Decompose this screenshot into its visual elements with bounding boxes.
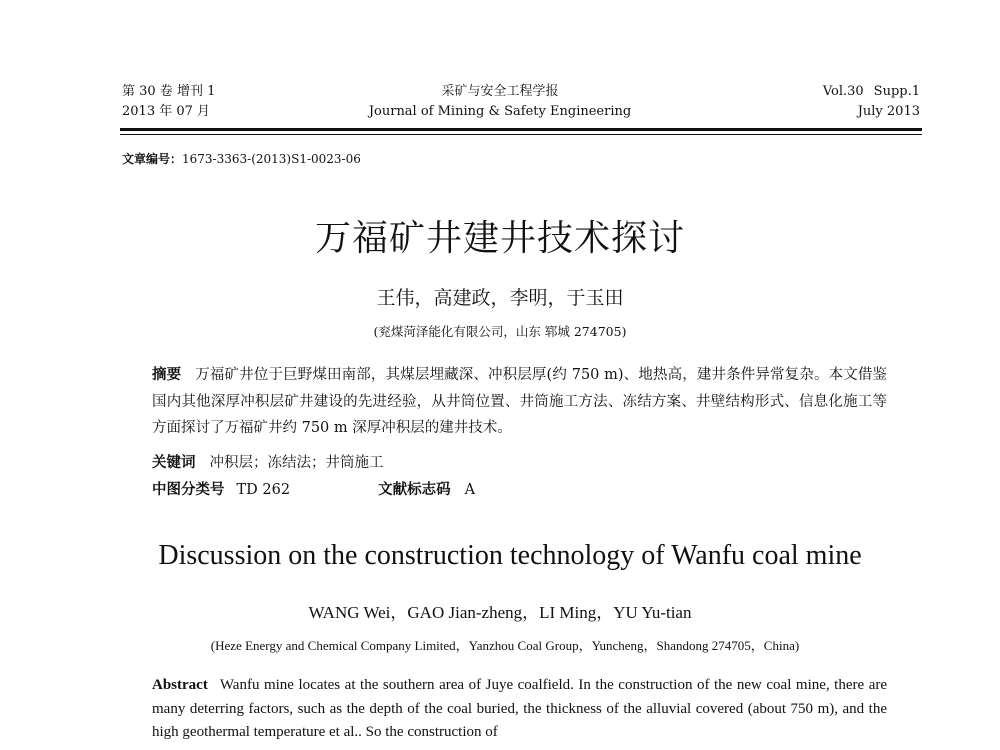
doc-code-label: 文献标志码 [378,481,451,498]
issue-date-en: July 2013 [857,104,920,119]
keywords-cn-text: 冲积层；冻结法；井筒施工 [209,455,384,471]
keywords-cn [152,451,384,472]
authors-en: WANG Wei，GAO Jian-zheng，LI Ming，YU Yu-tian [308,603,692,622]
keywords-cn-label: 关键词 [152,454,196,471]
title-en: Discussion on the construction technology of Wanfu coal mine [158,540,862,571]
affiliation-en: (Heze Energy and Chemical Company Limited，Yanzhou Coal Group，Yuncheng，Shandong 274705，China) [210,638,800,653]
title-cn: 万福矿井建井技术探讨 [314,218,685,259]
abstract-en [152,674,887,745]
journal-name [330,82,670,122]
clc-label: 中图分类号 [152,481,225,498]
journal-name-en: Journal of Mining & Safety Engineering [368,104,632,119]
journal-volume-info-en [823,82,920,122]
header-rule-thin [120,134,922,135]
abstract-cn [152,362,887,442]
classification-line [152,478,887,499]
article-number-label: 文章编号： [122,152,183,166]
header-rule-thick [120,128,922,131]
abstract-en-text: Wanfu mine locates at the southern area of Juye coalfield. In the construction of the new coal mine, there are many deterring factors, such as the depth of the coal buried, the thickness of the alluvial covered (about 750 m), and the high geothermal temperature et al.. So the construction of [152,677,887,740]
volume-issue: 第 30 卷 增刊 1 [122,84,216,99]
abstract-cn-label: 摘要 [152,366,182,383]
journal-volume-info [122,82,215,122]
supplement-en: Supp.1 [873,84,920,99]
authors-cn: 王伟，高建政，李明，于玉田 [376,287,624,309]
article-number [122,150,361,167]
affiliation-cn: (兖煤菏泽能化有限公司，山东 郓城 274705) [373,324,627,339]
article-number-value: 1673-3363-(2013)S1-0023-06 [182,152,361,166]
issue-date-cn: 2013 年 07 月 [122,104,211,119]
abstract-en-label: Abstract [152,677,208,693]
clc-value: TD 262 [236,482,291,498]
journal-name-cn: 采矿与安全工程学报 [441,84,559,99]
volume-en: Vol.30 [822,84,864,99]
doc-code-value: A [464,482,476,498]
abstract-cn-text: 万福矿井位于巨野煤田南部，其煤层埋藏深、冲积层厚(约 750 m)、地热高，建井条件异常复杂。本文借鉴国内其他深厚冲积层矿井建设的先进经验，从井筒位置、井筒施工方法、冻结方案、井壁结构形式、信息化施工等方面探讨了万福矿井约 750 m 深厚冲积层的建井技术。 [152,367,887,436]
